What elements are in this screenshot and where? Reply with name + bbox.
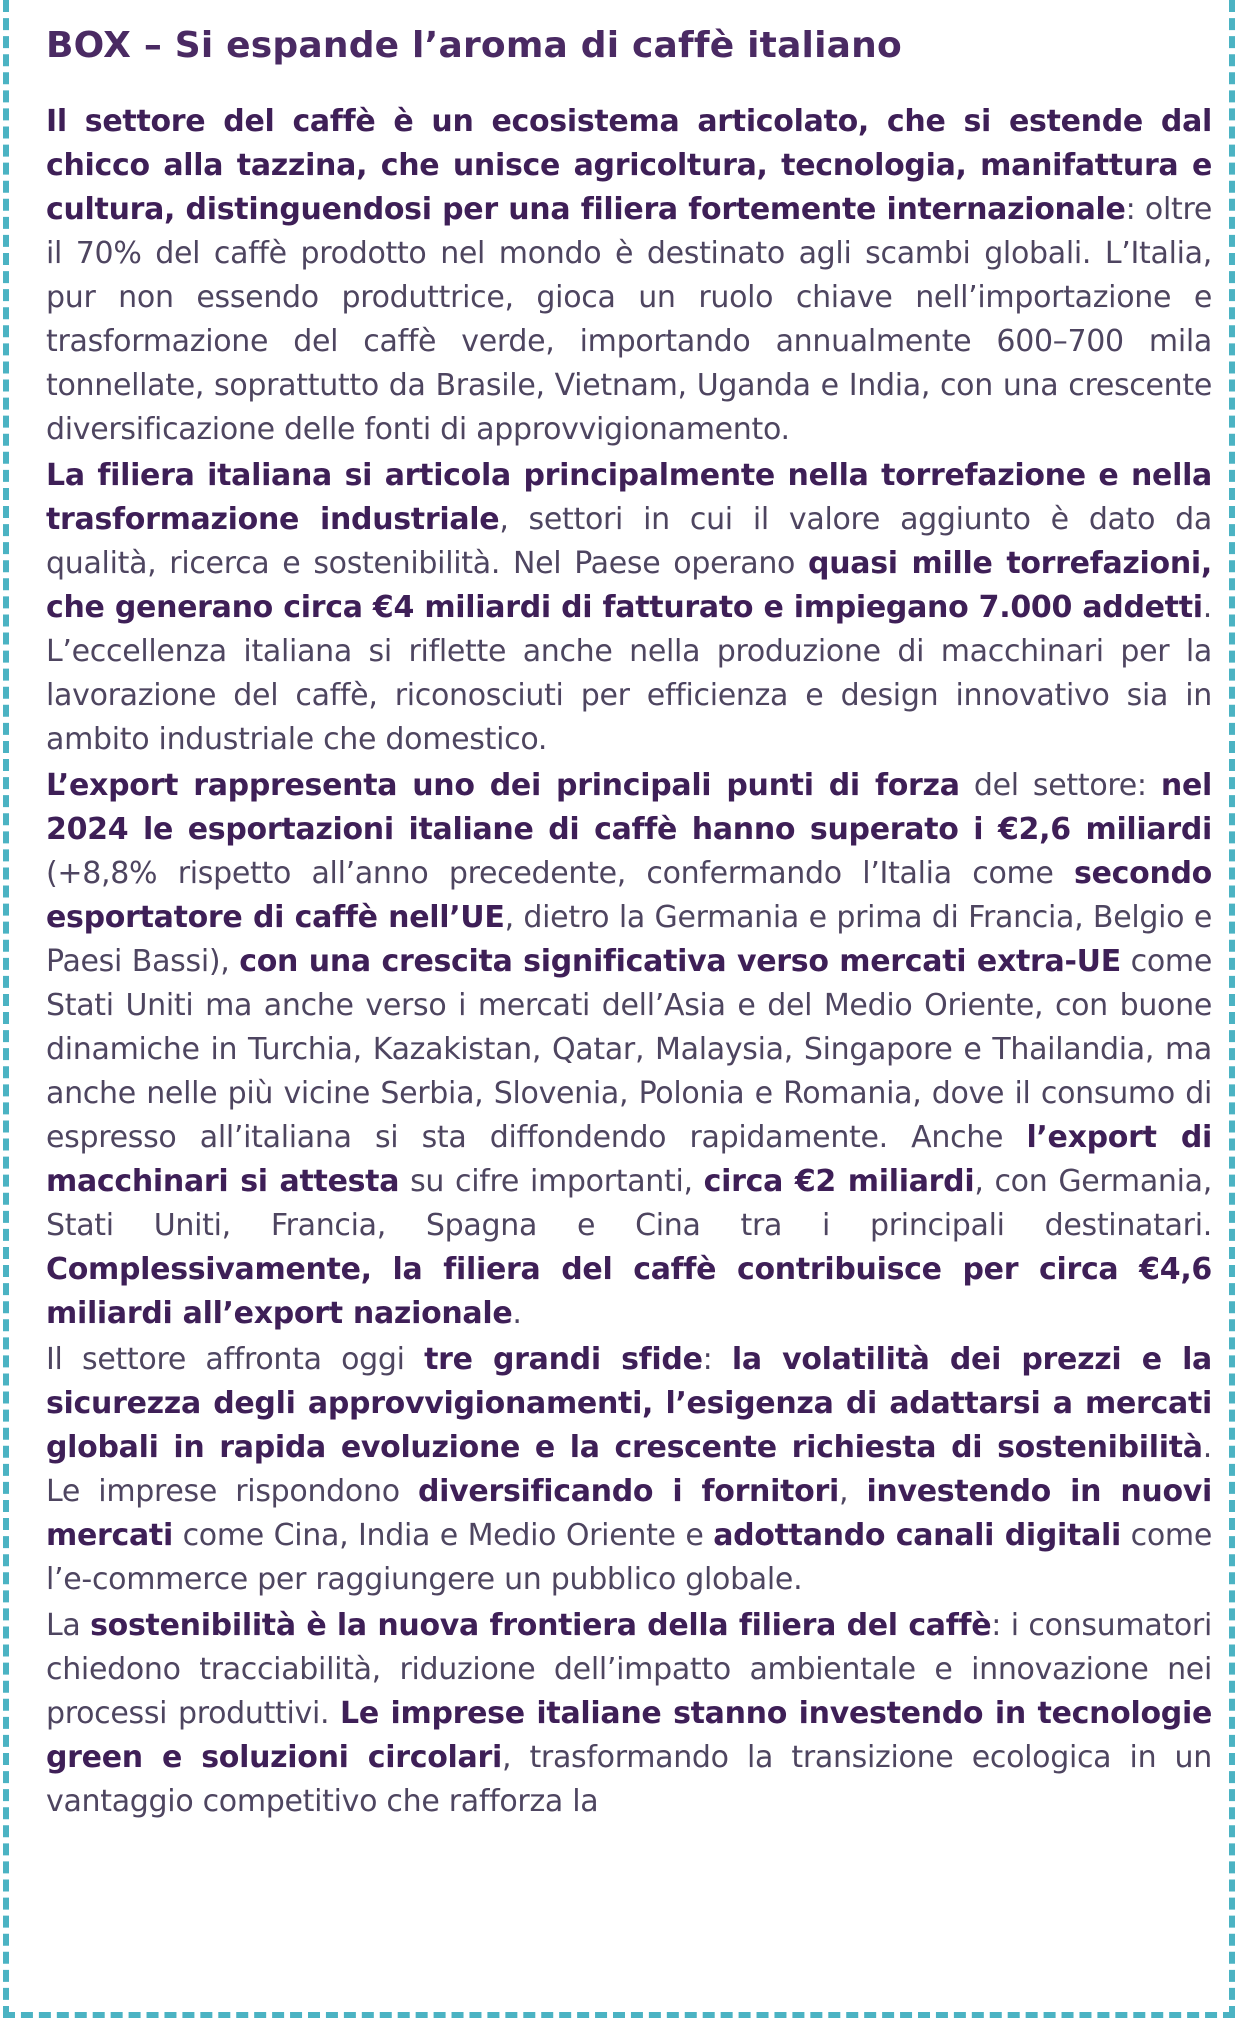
text-segment: , — [838, 1474, 867, 1509]
text-segment: su cifre importanti, — [399, 1164, 704, 1199]
paragraph — [46, 454, 1212, 762]
paragraph — [46, 764, 1212, 1336]
text-segment: . Le imprese rispondono — [46, 1430, 1212, 1509]
text-segment-bold: secondo esportatore di caffè nell’UE — [46, 856, 1212, 935]
text-segment: : i consumatori chiedono tracciabilità, riduzione dell’impatto ambientale e innovazione nei processi produttivi. — [46, 1608, 1212, 1731]
text-segment-bold: tre grandi sfide — [424, 1342, 703, 1377]
text-segment: : oltre il 70% del caffè prodotto nel mondo è destinato agli scambi globali. L’Italia, pur non essendo produttrice, gioca un ruolo chiave nell’importazione e trasformazione del caffè verde, importando annualmente 600–700 mila tonnellate, soprattutto da Brasile, Vietnam, Uganda e India, con una crescente diversificazione delle fonti di approvvigionamento. — [46, 192, 1212, 447]
text-segment: , trasformando la transizione ecologica in un vantaggio competitivo che rafforza la — [46, 1740, 1212, 1819]
text-segment-bold: La filiera italiana si articola principalmente nella torrefazione e nella trasformazione industriale — [46, 458, 1212, 537]
text-segment-bold: con una crescita significativa verso mercati extra-UE — [239, 944, 1121, 979]
paragraph — [46, 1338, 1212, 1602]
box-title: BOX – Si espande l’aroma di caffè italiano — [46, 25, 902, 66]
text-segment-bold: adottando canali digitali — [713, 1518, 1121, 1553]
text-segment: . L’eccellenza italiana si riflette anche nella produzione di macchinari per la lavorazione del caffè, riconosciuti per efficienza e design innovativo sia in ambito industriale che domestico. — [46, 590, 1212, 757]
text-segment-bold: Complessivamente, la filiera del caffè contribuisce per circa €4,6 miliardi all’export nazionale — [46, 1252, 1212, 1331]
text-segment-bold: Il settore del caffè è un ecosistema articolato, che si estende dal chicco alla tazzina, che unisce agricoltura, tecnologia, manifattura e cultura, distinguendosi per una filiera fortemente internazionale — [46, 104, 1212, 227]
text-segment-bold: L’export rappresenta uno dei principali punti di forza — [46, 768, 960, 803]
text-segment-bold: nel 2024 le esportazioni italiane di caffè hanno superato i €2,6 miliardi — [46, 768, 1212, 847]
text-segment-bold: la volatilità dei prezzi e la sicurezza degli approvvigionamenti, l’esigenza di adattarsi a mercati globali in rapida evoluzione e la crescente richiesta di sostenibilità — [46, 1342, 1212, 1465]
text-segment: La — [46, 1608, 91, 1643]
text-segment: , con Germania, Stati Uniti, Francia, Spagna e Cina tra i principali destinatari. — [46, 1164, 1213, 1243]
box-content — [46, 22, 1212, 1826]
text-segment: , settori in cui il valore aggiunto è dato da qualità, ricerca e sostenibilità. Nel Paese operano — [46, 502, 1212, 581]
text-segment: Il settore affronta oggi — [46, 1342, 425, 1377]
text-segment-bold: Le imprese italiane stanno investendo in tecnologie green e soluzioni circolari — [46, 1696, 1212, 1775]
text-segment: (+8,8% rispetto all’anno precedente, confermando l’Italia come — [46, 856, 1075, 891]
text-segment: del settore: — [959, 768, 1161, 803]
text-segment: . — [512, 1296, 522, 1331]
text-segment-bold: quasi mille torrefazioni, che generano circa €4 miliardi di fatturato e impiegano 7.000 addetti — [46, 546, 1212, 625]
text-segment-bold: diversificando i fornitori — [418, 1474, 839, 1509]
text-segment-bold: l’export di macchinari si attesta — [46, 1120, 1212, 1199]
text-segment: : — [702, 1342, 732, 1377]
text-segment-bold: circa €2 miliardi — [703, 1164, 975, 1199]
text-segment: come l’e-commerce per raggiungere un pubblico globale. — [46, 1518, 1212, 1597]
text-segment: come Stati Uniti ma anche verso i mercati dell’Asia e del Medio Oriente, con buone dinamiche in Turchia, Kazakistan, Qatar, Malaysia, Singapore e Thailandia, ma anche nelle più vicine Serbia, Slovenia, Polonia e Romania, dove il consumo di espresso all’italiana si sta diffondendo rapidamente. Anche — [46, 944, 1212, 1155]
text-segment: come Cina, India e Medio Oriente e — [172, 1518, 714, 1553]
paragraph — [46, 100, 1212, 452]
text-segment-bold: sostenibilità è la nuova frontiera della filiera del caffè — [90, 1608, 992, 1643]
text-segment: , dietro la Germania e prima di Francia, Belgio e Paesi Bassi), — [46, 900, 1212, 979]
text-segment-bold: investendo in nuovi mercati — [46, 1474, 1212, 1553]
dashed-box-frame — [3, 0, 1235, 2018]
paragraph — [46, 1604, 1212, 1824]
